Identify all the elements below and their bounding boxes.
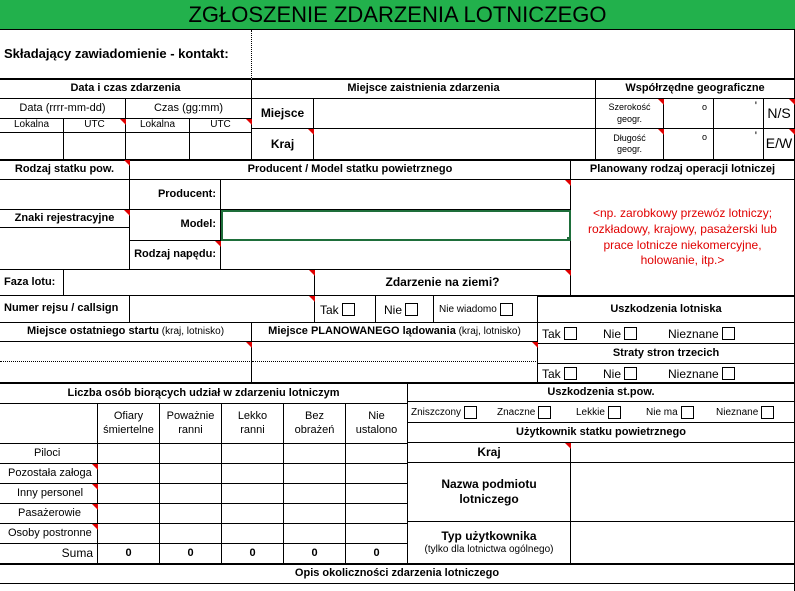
time-format-label: Czas (gg:mm) [126,99,252,119]
flight-number-input[interactable] [130,296,315,323]
lat-label: Szerokość geogr. [596,99,664,129]
form-title: ZGŁOSZENIE ZDARZENIA LOTNICZEGO [0,0,795,30]
airport-damage-no-checkbox[interactable] [624,327,637,340]
place-label: Miejsce [252,99,314,129]
persons-cell-passengers-uninjured[interactable] [284,504,346,524]
persons-cell-personnel-undetermined[interactable] [346,484,408,504]
operator-entity-input[interactable] [571,463,795,522]
location-header: Miejsce zaistnienia zdarzenia [252,80,596,99]
operator-type-label [408,522,571,564]
departure-label-sub: (kraj, lotnisko) [159,325,225,337]
landing-label [252,323,538,342]
time-local-label: Lokalna [126,119,190,133]
date-format-label: Data (rrrr-mm-dd) [0,99,126,119]
third-party-yes-label: Tak [542,366,561,381]
landing-label-sub: (kraj, lotnisko) [455,325,521,337]
ground-yes-checkbox[interactable] [342,303,355,316]
col-uninjured: Bez obrażeń [284,404,346,444]
ground-yes-option[interactable] [320,296,355,323]
airport-damage-yes-checkbox[interactable] [564,327,577,340]
damage-unknown[interactable] [716,402,774,423]
airport-damage-unknown-checkbox[interactable] [722,327,735,340]
airport-damage-no-label: Nie [603,326,622,341]
registration-label: Znaki rejestracyjne [0,210,130,228]
airport-damage-no[interactable] [603,323,637,344]
persons-cell-pilots-fatal[interactable] [98,444,160,464]
sum-serious: 0 [160,544,222,564]
damage-unknown-label: Nieznane [716,407,759,418]
ns-selector[interactable]: N/S [764,99,795,129]
third-party-unknown-label: Nieznane [668,366,719,381]
country-input[interactable] [314,129,596,160]
persons-cell-personnel-uninjured[interactable] [284,484,346,504]
damage-unknown-checkbox[interactable] [761,406,774,419]
lat-degree-mark: o [701,102,707,112]
row-passengers: Pasażerowie [0,504,98,524]
persons-cell-passengers-undetermined[interactable] [346,504,408,524]
airport-damage-header: Uszkodzenia lotniska [538,296,795,323]
departure-label [0,323,252,342]
persons-cell-passengers-serious[interactable] [160,504,222,524]
col-undetermined: Nie ustalono [346,404,408,444]
persons-cell-pilots-serious[interactable] [160,444,222,464]
damage-significant-label: Znaczne [497,407,536,418]
description-input[interactable] [0,584,795,591]
ground-yes-label: Tak [320,302,339,317]
airport-damage-yes-label: Tak [542,326,561,341]
flight-phase-input[interactable] [64,270,315,296]
persons-cell-personnel-serious[interactable] [160,484,222,504]
operator-header: Użytkownik statku powietrznego [408,423,795,443]
persons-cell-passengers-minor[interactable] [222,504,284,524]
third-party-yes-checkbox[interactable] [564,367,577,380]
lat-min-input[interactable] [714,99,764,129]
third-party-no-checkbox[interactable] [624,367,637,380]
country-label: Kraj [252,129,314,160]
operator-country-input[interactable] [571,443,795,463]
damage-significant[interactable] [497,402,551,423]
registration-input[interactable] [0,228,130,270]
lon-label: Długość geogr. [596,129,664,160]
ground-no-checkbox[interactable] [405,303,418,316]
persons-cell-personnel-fatal[interactable] [98,484,160,504]
model-label: Model: [130,210,221,241]
third-party-header: Straty stron trzecich [538,344,795,364]
damage-destroyed-label: Zniszczony [411,407,462,418]
row-personnel: Inny personel [0,484,98,504]
third-party-unknown-checkbox[interactable] [722,367,735,380]
operation-header: Planowany rodzaj operacji lotniczej [571,160,795,180]
lon-min-input[interactable] [714,129,764,160]
persons-cell-bystanders-uninjured[interactable] [284,524,346,544]
operator-entity-label: Nazwa podmiotu lotniczego [408,463,571,522]
damage-minor[interactable] [576,402,621,423]
coords-header: Współrzędne geograficzne [596,80,795,99]
persons-corner [0,404,98,444]
sum-label: Suma [0,544,98,564]
ew-selector[interactable]: E/W [764,129,795,160]
persons-cell-bystanders-undetermined[interactable] [346,524,408,544]
third-party-no-label: Nie [603,366,622,381]
damage-none[interactable] [646,402,694,423]
propulsion-label: Rodzaj napędu: [130,241,221,270]
sum-minor: 0 [222,544,284,564]
persons-cell-crew-fatal[interactable] [98,464,160,484]
third-party-no[interactable] [603,364,637,383]
persons-cell-bystanders-serious[interactable] [160,524,222,544]
damage-significant-checkbox[interactable] [538,406,551,419]
ground-event-question: Zdarzenie na ziemi? [315,270,571,296]
time-utc-input[interactable] [190,133,252,160]
aircraft-type-label: Rodzaj statku pow. [0,160,130,180]
ground-unknown-checkbox[interactable] [500,303,513,316]
sum-uninjured: 0 [284,544,346,564]
sum-fatal: 0 [98,544,160,564]
persons-cell-crew-minor[interactable] [222,464,284,484]
persons-cell-pilots-minor[interactable] [222,444,284,464]
col-fatal: Ofiary śmiertelne [98,404,160,444]
ground-no-label: Nie [384,302,403,317]
landing-input-2[interactable] [252,362,538,383]
operator-type-input[interactable] [571,522,795,564]
reporter-label: Składający zawiadomienie - kontakt: [0,30,252,80]
third-party-yes[interactable] [542,364,577,383]
place-input[interactable] [314,99,596,129]
persons-cell-bystanders-minor[interactable] [222,524,284,544]
airport-damage-unknown[interactable] [668,323,735,344]
flight-number-label: Numer rejsu / callsign [0,296,130,323]
aircraft-damage-header: Uszkodzenia st.pow. [408,383,795,402]
lon-deg-input[interactable] [664,129,714,160]
operator-type-main: Typ użytkownika [441,528,537,543]
propulsion-input[interactable] [221,241,571,270]
ground-unknown-label: Nie wiadomo [439,304,497,315]
damage-none-checkbox[interactable] [681,406,694,419]
datetime-header: Data i czas zdarzenia [0,80,252,99]
persons-cell-passengers-fatal[interactable] [98,504,160,524]
row-bystanders: Osoby postronne [0,524,98,544]
date-utc-label: UTC [64,119,126,133]
third-party-unknown[interactable] [668,364,735,383]
departure-input-2[interactable] [0,362,252,383]
lat-minute-mark: ' [754,99,757,113]
damage-destroyed[interactable] [411,402,477,423]
airport-damage-unknown-label: Nieznane [668,326,719,341]
producer-input[interactable] [221,180,571,210]
lat-deg-input[interactable] [664,99,714,129]
persons-cell-crew-undetermined[interactable] [346,464,408,484]
col-minor: Lekko ranni [222,404,284,444]
row-pilots: Piloci [0,444,98,464]
damage-minor-label: Lekkie [576,407,605,418]
persons-cell-crew-uninjured[interactable] [284,464,346,484]
damage-minor-checkbox[interactable] [608,406,621,419]
ground-no-option[interactable] [384,296,418,323]
persons-cell-pilots-uninjured[interactable] [284,444,346,464]
operator-type-sub: (tylko dla lotnictwa ogólnego) [424,543,554,555]
damage-destroyed-checkbox[interactable] [464,406,477,419]
persons-cell-bystanders-fatal[interactable] [98,524,160,544]
row-crew: Pozostała załoga [0,464,98,484]
date-utc-input[interactable] [64,133,126,160]
ground-unknown-option[interactable] [439,296,513,323]
operation-hint[interactable]: <np. zarobkowy przewóz lotniczy; rozkładowy, krajowy, pasażerski lub prace lotnicze niekomercyjne, holowanie, itp.> [571,180,795,296]
damage-none-label: Nie ma [646,407,678,418]
airport-damage-yes[interactable] [542,323,577,344]
time-utc-label: UTC [190,119,252,133]
model-input[interactable] [221,210,571,241]
date-local-input[interactable] [0,133,64,160]
time-local-input[interactable] [126,133,190,160]
col-serious: Poważnie ranni [160,404,222,444]
sum-undetermined: 0 [346,544,408,564]
departure-input-1[interactable] [0,342,252,362]
lon-minute-mark: ' [754,129,757,143]
description-header: Opis okoliczności zdarzenia lotniczego [0,564,795,584]
aircraft-type-input[interactable] [0,180,130,210]
date-local-label: Lokalna [0,119,64,133]
producer-model-header: Producent / Model statku powietrznego [130,160,571,180]
landing-input-1[interactable] [252,342,538,362]
producer-label: Producent: [130,180,221,210]
persons-cell-pilots-undetermined[interactable] [346,444,408,464]
reporter-input[interactable] [252,30,795,80]
persons-header: Liczba osób biorących udział w zdarzeniu lotniczym [0,383,408,404]
persons-cell-crew-serious[interactable] [160,464,222,484]
persons-cell-personnel-minor[interactable] [222,484,284,504]
flight-phase-label: Faza lotu: [0,270,64,296]
lon-degree-mark: o [701,132,707,142]
operator-country-label: Kraj [408,443,571,463]
landing-label-main: Miejsce PLANOWANEGO lądowania [268,325,456,338]
departure-label-main: Miejsce ostatniego startu [26,325,160,338]
